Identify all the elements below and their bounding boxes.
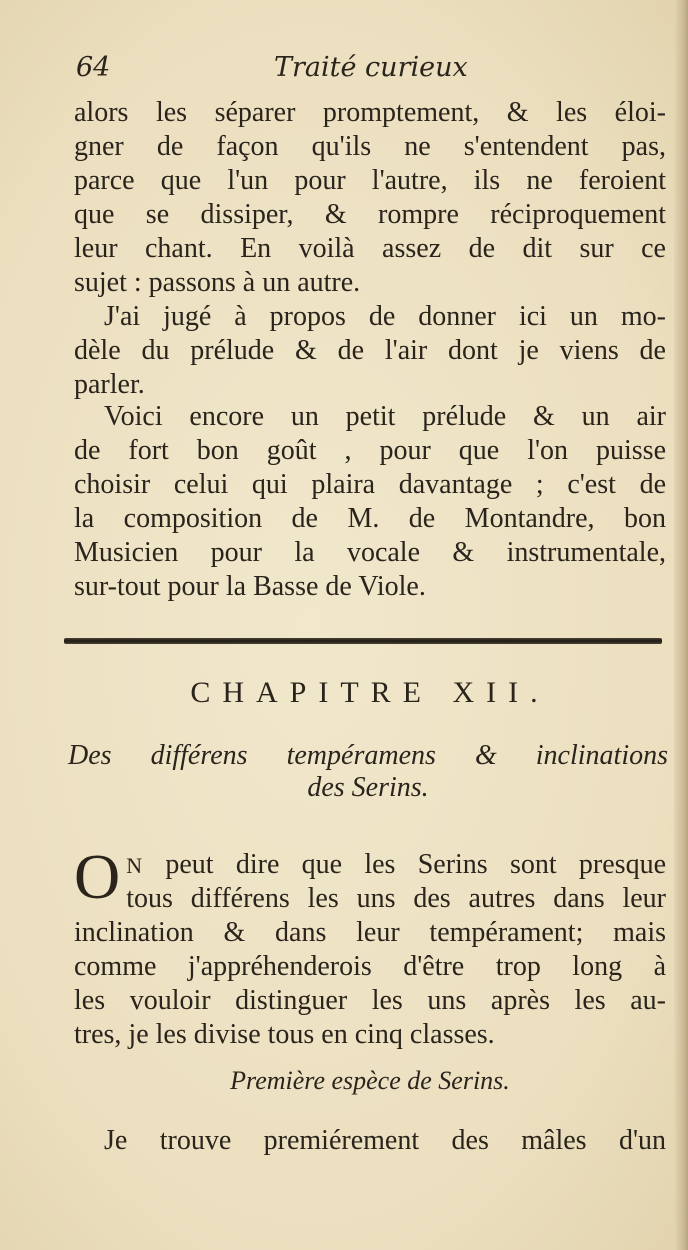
paragraph-2 xyxy=(74,300,666,402)
paragraph-4 xyxy=(74,841,666,1052)
text-line: de fort bon goût , pour que l'on puisse xyxy=(74,435,666,466)
drop-cap: O xyxy=(74,841,121,912)
page-number: 64 xyxy=(76,52,111,83)
text-line: alors les séparer promptement, & les éloi- xyxy=(74,97,666,128)
chapter-title xyxy=(68,740,668,804)
text-line: que se dissiper, & rompre réciproquement xyxy=(74,199,666,230)
chapter-heading: CHAPITRE XII. xyxy=(190,676,550,709)
chapter-title-line: des Serins. xyxy=(307,772,429,803)
text-fragment: peut dire que les Serins sont presque xyxy=(165,849,666,880)
paragraph-1 xyxy=(74,96,666,300)
paragraph-3 xyxy=(74,400,666,604)
running-title: Traité curieux xyxy=(274,52,468,83)
text-line: parce que l'un pour l'autre, ils ne feroient xyxy=(74,165,666,196)
text-line: les vouloir distinguer les uns après les au- xyxy=(74,985,666,1016)
text-line: choisir celui qui plaira davantage ; c'est de xyxy=(74,469,666,500)
text-line: J'ai jugé à propos de donner ici un mo- xyxy=(104,301,666,332)
text-line: tres, je les divise tous en cinq classes. xyxy=(74,1019,495,1050)
page-header xyxy=(76,52,676,92)
section-title: Première espèce de Serins. xyxy=(230,1066,510,1095)
text-line: la composition de M. de Montandre, bon xyxy=(74,503,666,534)
page-edge xyxy=(674,0,688,1250)
chapter-title-line: Des différens tempéramens & inclinations xyxy=(68,740,668,771)
text-line: Voici encore un petit prélude & un air xyxy=(104,401,666,432)
text-line: comme j'appréhenderois d'être trop long à xyxy=(74,951,666,982)
text-line: dèle du prélude & de l'air dont je viens de xyxy=(74,335,666,366)
text-line xyxy=(74,848,666,882)
text-line: gner de façon qu'ils ne s'entendent pas, xyxy=(74,131,666,162)
text-line: tous différens les uns des autres dans leur xyxy=(126,883,666,914)
text-line: sur-tout pour la Basse de Viole. xyxy=(74,571,426,602)
text-line: inclination & dans leur tempérament; mais xyxy=(74,917,666,948)
text-line: sujet : passons à un autre. xyxy=(74,267,361,298)
text-line: leur chant. En voilà assez de dit sur ce xyxy=(74,233,666,264)
paragraph-5 xyxy=(74,1124,666,1158)
section-divider-rule xyxy=(64,638,662,644)
text-line: parler. xyxy=(74,369,145,400)
text-line: Musicien pour la vocale & instrumentale, xyxy=(74,537,666,568)
text-line: Je trouve premiérement des mâles d'un xyxy=(104,1125,666,1156)
first-word-smallcaps: N xyxy=(126,853,144,878)
